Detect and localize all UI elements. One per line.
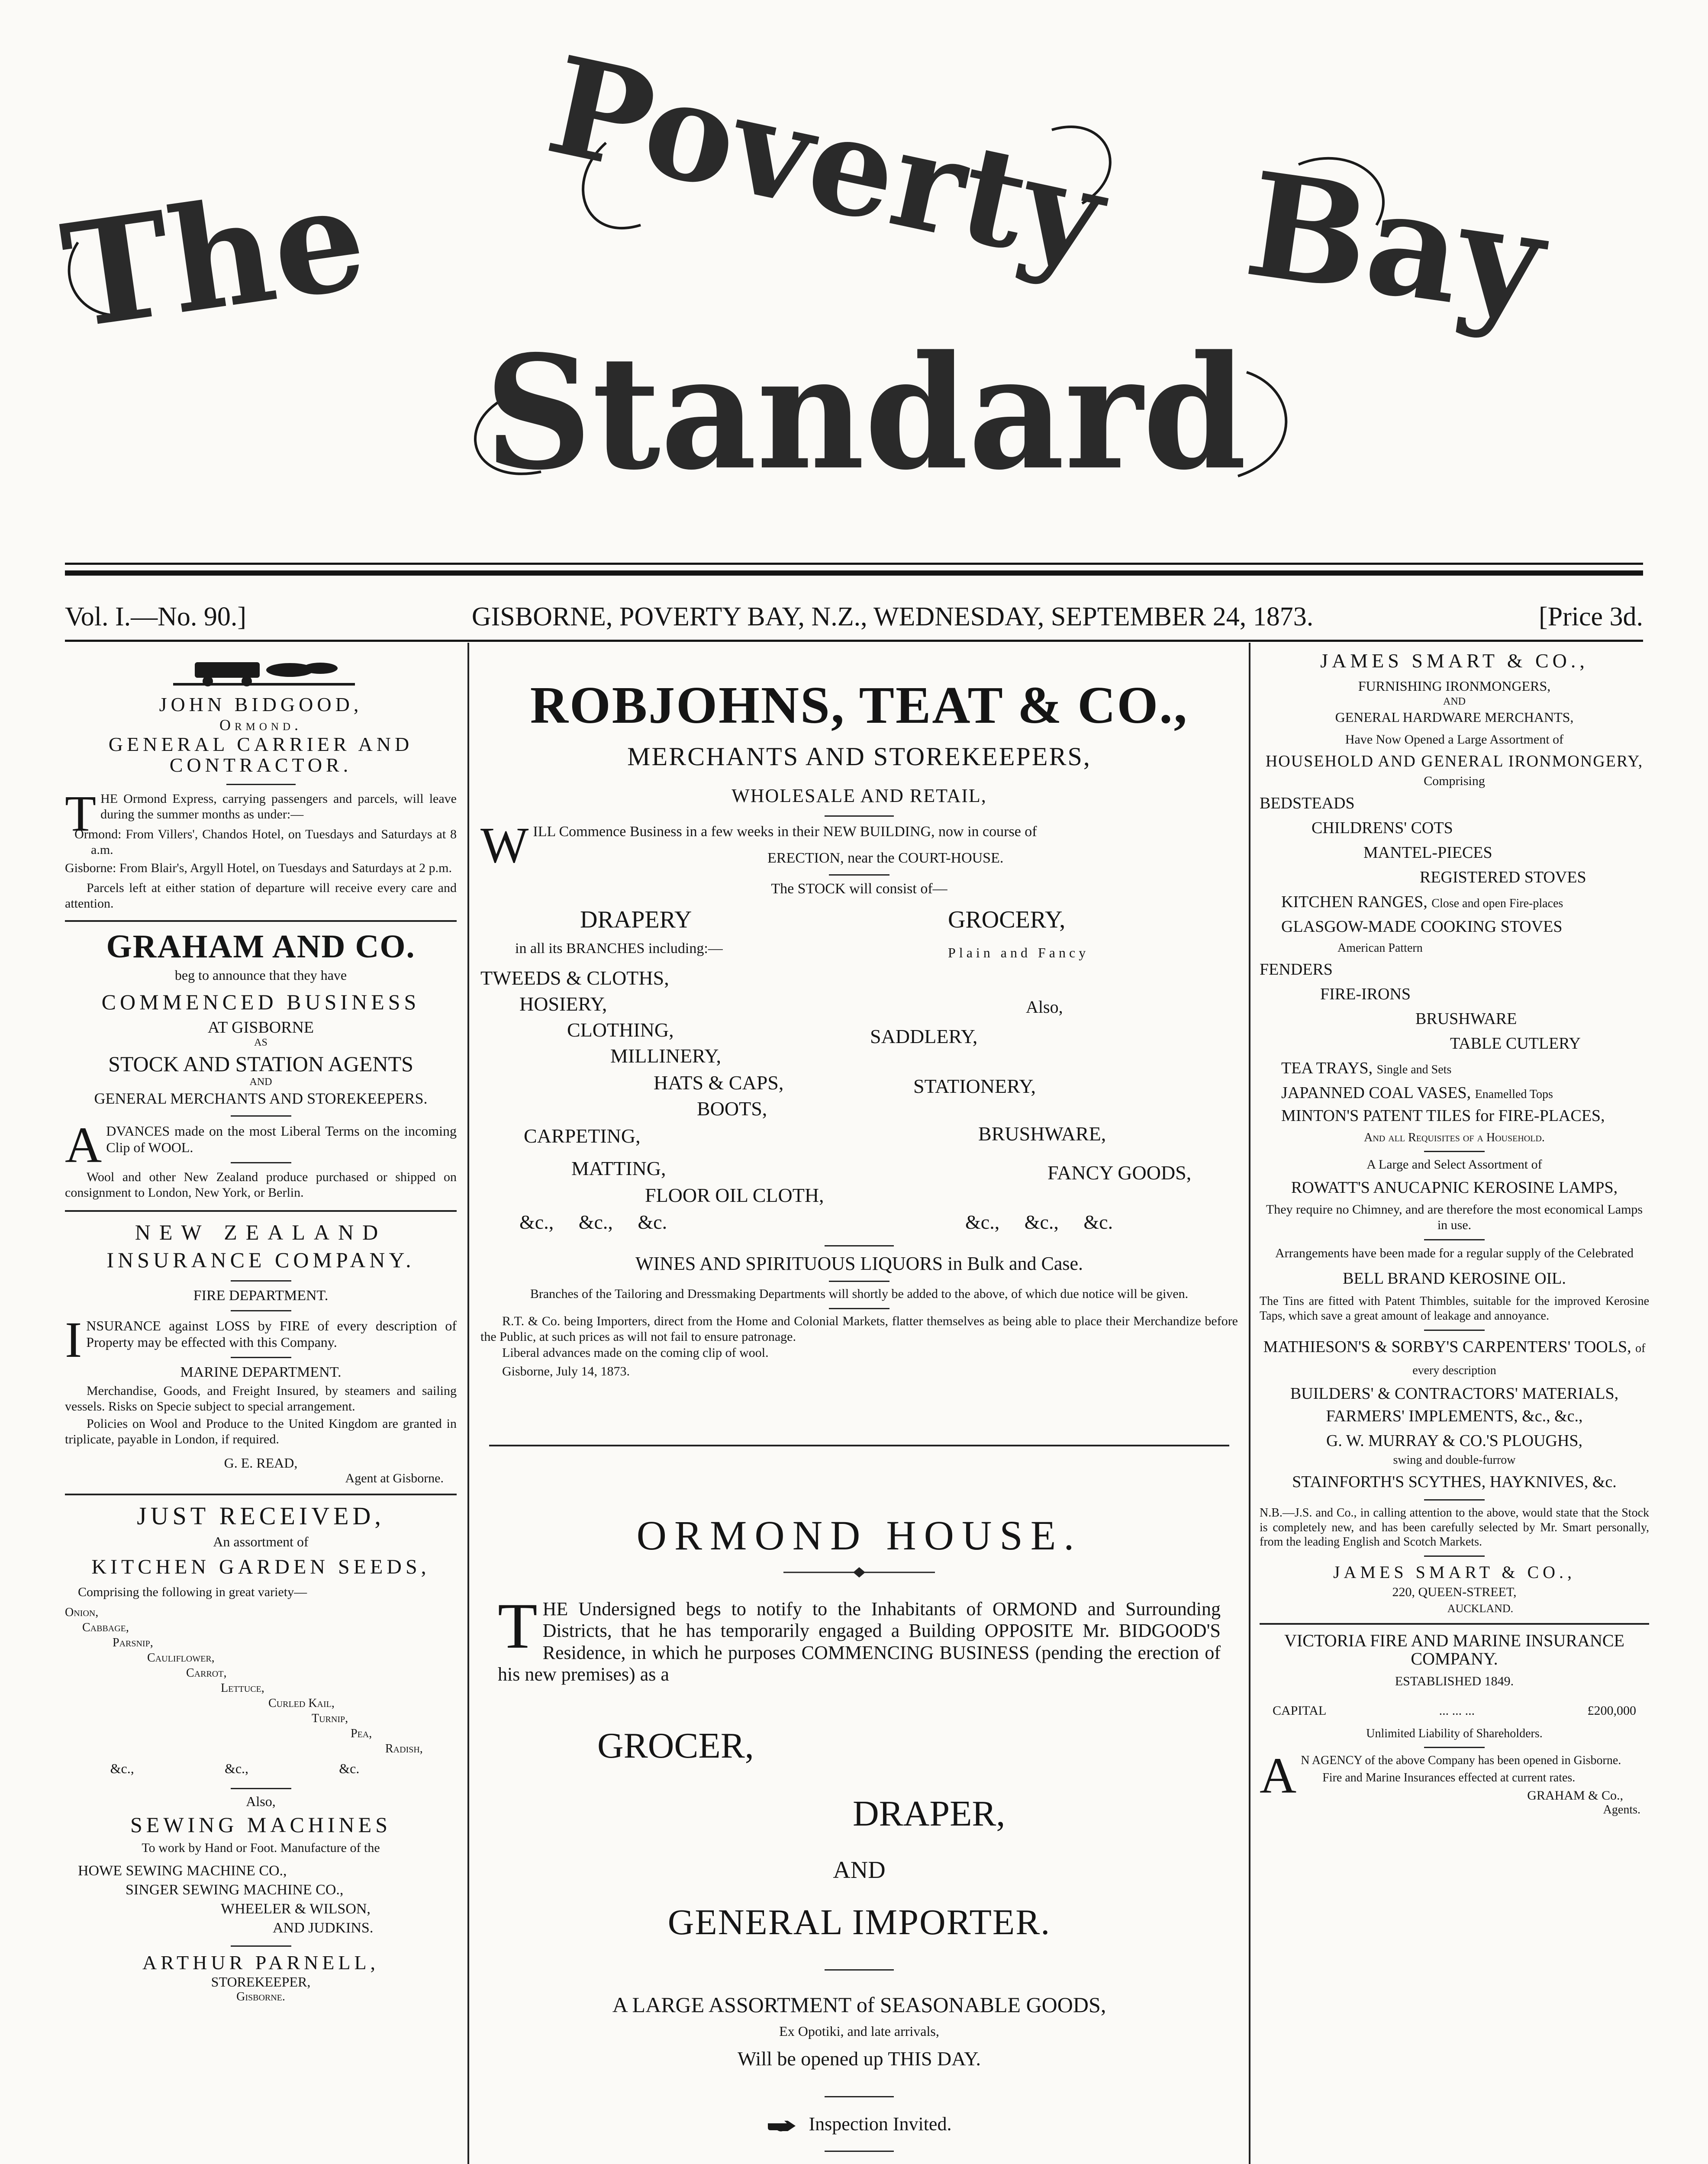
smart-title: JAMES SMART & CO., (1320, 650, 1589, 672)
nz-fire-body: INSURANCE against LOSS by FIRE of every description of Property may be effected with this Company. (65, 1311, 457, 1368)
smart-l4: Have Now Opened a Large Assortment of (1345, 732, 1564, 747)
robjohns-body: WILL Commence Business in a few weeks in their NEW BUILDING, now in course of (480, 817, 1037, 873)
nz-fire-heading: FIRE DEPARTMENT. (193, 1287, 329, 1304)
smart-l6: Comprising (1424, 773, 1485, 788)
item-glasgow: GLASGOW-MADE COOKING STOVES (1281, 917, 1563, 936)
item-hosiery: HOSIERY, (519, 992, 607, 1015)
column-right (1260, 649, 1649, 2164)
victoria-dots: ... ... ... (1439, 1704, 1475, 1718)
column-divider-left (467, 643, 469, 2164)
robjohns-date: Gisborne, July 14, 1873. (502, 1364, 630, 1378)
smart-tins: The Tins are fitted with Patent Thimbles, suitable for the improved Kerosine Taps, which save a great amount of leakage and annoyance. (1260, 1295, 1649, 1323)
price: [Price 3d. (1538, 602, 1643, 631)
parnell-name: ARTHUR PARNELL, (142, 1951, 380, 1974)
item-cots: CHILDRENS' COTS (1312, 818, 1453, 837)
masthead-bay: Bay (1237, 140, 1554, 348)
graham-title: GRAHAM AND CO. (106, 928, 416, 965)
smart-l5: HOUSEHOLD AND GENERAL IRONMONGERY, (1265, 752, 1644, 770)
bidgood-place: Ormond. (219, 716, 303, 734)
seed-item: Onion, (65, 1605, 99, 1619)
graham-l6: AND (249, 1076, 272, 1088)
item-millinery: MILLINERY, (610, 1044, 721, 1067)
smart-item-list (1260, 791, 1649, 1127)
ad-james-smart (1260, 649, 1649, 1615)
smart-sig3: AUCKLAND. (1447, 1602, 1514, 1615)
bidgood-gisborne: Gisborne: From Blair's, Argyll Hotel, on Tuesdays and Saturdays at 2 p.m. (65, 860, 452, 875)
item-mathieson: MATHIESON'S & SORBY'S CARPENTERS' TOOLS, (1263, 1337, 1631, 1356)
smart-select: A Large and Select Assortment of (1366, 1157, 1542, 1172)
masthead (0, 0, 1708, 558)
item-trays: TEA TRAYS, (1281, 1059, 1373, 1077)
dateline-rule (65, 640, 1643, 642)
victoria-sig2: Agents. (1603, 1803, 1640, 1817)
item-trays-line (1260, 1056, 1649, 1081)
seed-item: Cabbage, (82, 1620, 129, 1634)
smart-chimney: They require no Chimney, and are therefore the most economical Lamps in use. (1266, 1202, 1643, 1233)
ad-bidgood (65, 649, 457, 911)
victoria-capital: CAPITAL (1273, 1704, 1327, 1718)
ormond-invited: Inspection Invited. (809, 2113, 952, 2135)
divider (1424, 1499, 1485, 1501)
ad-nz-insurance (65, 1220, 457, 1486)
ad-separator (65, 1210, 457, 1212)
item-ranges: KITCHEN RANGES, (1281, 892, 1428, 911)
item-ranges-line (1260, 890, 1649, 915)
jr-title: JUST RECEIVED, (137, 1501, 385, 1530)
masthead-rule-thick (65, 570, 1643, 576)
ormond-grocer: GROCER, (597, 1725, 754, 1766)
robjohns-title: ROBJOHNS, TEAT & CO., (530, 676, 1189, 734)
ad-robjohns (480, 675, 1238, 1380)
smart-rowatt: ROWATT'S ANUCAPNIC KEROSINE LAMPS, (1291, 1179, 1618, 1197)
divider (231, 1115, 291, 1117)
divider (231, 1280, 291, 1282)
robjohns-body2: ERECTION, near the COURT-HOUSE. (767, 850, 1004, 866)
item-mantel: MANTEL-PIECES (1363, 843, 1492, 862)
divider (231, 1357, 291, 1358)
masthead-poverty: Poverty (535, 26, 1117, 297)
parnell-place: Gisborne. (236, 1990, 285, 2004)
grocery-also: Also, (1026, 997, 1063, 1017)
dateline (65, 595, 1643, 638)
item-american: American Pattern (1337, 941, 1423, 955)
masthead-flourish (0, 0, 1708, 558)
grocery-heading: GROCERY, (948, 906, 1066, 933)
item-minton: MINTON'S PATENT TILES for FIRE-PLACES, (1281, 1106, 1605, 1125)
item-floor: FLOOR OIL CLOTH, (645, 1184, 824, 1206)
item-vases-line (1260, 1081, 1649, 1105)
victoria-sig1: GRAHAM & Co., (1527, 1788, 1623, 1803)
divider (231, 1945, 291, 1947)
ad-separator (65, 920, 457, 922)
robjohns-sub2: WHOLESALE AND RETAIL, (732, 785, 987, 806)
nz-title-2: INSURANCE COMPANY. (106, 1247, 415, 1272)
coach-icon (65, 649, 457, 688)
item-mathieson-note: of every description (1412, 1341, 1646, 1377)
ormond-ex: Ex Opotiki, and late arrivals, (779, 2023, 939, 2039)
graham-l5: STOCK AND STATION AGENTS (108, 1051, 413, 1076)
jr-sewing: SEWING MACHINES (130, 1812, 392, 1837)
seed-item: Curled Kail, (268, 1696, 335, 1710)
maker: HOWE SEWING MACHINE CO., (78, 1862, 287, 1879)
item-carpeting: CARPETING, (524, 1124, 641, 1147)
item-trays-note: Single and Sets (1376, 1063, 1452, 1076)
drapery-heading: DRAPERY (580, 906, 692, 933)
divider (226, 784, 296, 785)
smart-l1: FURNISHING IRONMONGERS, (1358, 678, 1551, 694)
divider (1424, 1330, 1485, 1331)
ad-victoria (1260, 1632, 1649, 1817)
jr-l2: KITCHEN GARDEN SEEDS, (91, 1555, 430, 1578)
seed-item: Parsnip, (113, 1636, 153, 1649)
item-fenders: FENDERS (1260, 960, 1333, 979)
nz-signature-name: G. E. READ, (224, 1455, 298, 1471)
smart-l2: AND (1443, 696, 1466, 707)
place-date: GISBORNE, POVERTY BAY, N.Z., WEDNESDAY, SEPTEMBER 24, 1873. (471, 602, 1314, 631)
maker: AND JUDKINS. (273, 1920, 374, 1936)
item-ranges-note: Close and open Fire-places (1431, 896, 1563, 910)
item-fireirons: FIRE-IRONS (1320, 985, 1411, 1003)
nz-marine-body: Merchandise, Goods, and Freight Insured, by steamers and sailing vessels. Risks on Specie subject to special arrangement. (65, 1383, 457, 1414)
etc-right: &c., &c., &c. (965, 1211, 1113, 1233)
ormond-invited-line (480, 2113, 1238, 2135)
graham-l2: COMMENCED BUSINESS (101, 989, 420, 1014)
bidgood-ormond: Ormond: From Villers', Chandos Hotel, on Tuesdays and Saturdays at 8 a.m. (74, 827, 457, 857)
robjohns-importers: R.T. & Co. being Importers, direct from the Home and Colonial Markets, flatter themselves as being able to place their Merchandize before the Public, at such prices as will not fail to ensure patronage. (480, 1314, 1238, 1344)
item-matting: MATTING, (571, 1157, 666, 1179)
divider (825, 1969, 894, 1971)
masthead-rule-top (65, 563, 1643, 565)
ad-separator (489, 1445, 1229, 1446)
victoria-title: VICTORIA FIRE AND MARINE INSURANCE COMPANY. (1284, 1631, 1624, 1669)
ormond-body: THE Undersigned begs to notify to the Inhabitants of ORMOND and Surrounding Districts, that he has temporarily engaged a Building OPPOSITE Mr. BIDGOOD'S Residence, in which he purposes COMMENCING BUSINESS (pending the erection of his new premises) as a (498, 1590, 1221, 1685)
divider (825, 815, 894, 817)
ad-separator (65, 1494, 457, 1495)
robjohns-stock-list-2 (480, 1157, 1238, 1243)
robjohns-stock-list (480, 906, 1238, 1157)
ormond-large: A LARGE ASSORTMENT of SEASONABLE GOODS, (612, 1992, 1106, 2017)
masthead-standard: Standard (485, 321, 1247, 504)
divider (825, 2096, 894, 2097)
jr-l1: An assortment of (213, 1533, 309, 1549)
victoria-fire: Fire and Marine Insurances effected at current rates. (1322, 1771, 1576, 1784)
item-bedsteads: BEDSTEADS (1260, 794, 1355, 812)
item-cutlery: TABLE CUTLERY (1450, 1034, 1581, 1053)
bidgood-name: JOHN BIDGOOD, (159, 693, 363, 715)
item-stainforth: STAINFORTH'S SCYTHES, HAYKNIVES, &c. (1292, 1472, 1617, 1491)
jr-l3: Comprising the following in great variety— (78, 1584, 307, 1599)
ormond-title: ORMOND HOUSE. (636, 1512, 1082, 1559)
divider (231, 1310, 291, 1311)
seed-list (65, 1605, 457, 1756)
divider (829, 1281, 889, 1282)
robjohns-stock: The STOCK will consist of— (771, 880, 947, 897)
item-brushware: BRUSHWARE, (978, 1122, 1106, 1145)
bidgood-title: GENERAL CARRIER AND CONTRACTOR. (108, 733, 413, 776)
etc: &c., (224, 1760, 249, 1776)
divider (829, 874, 889, 876)
item-fancy: FANCY GOODS, (1047, 1161, 1192, 1184)
ad-separator (1260, 1623, 1649, 1625)
smart-tools-list (1260, 1336, 1649, 1494)
victoria-amount: £200,000 (1587, 1704, 1636, 1718)
etc: &c., (110, 1760, 134, 1776)
divider (825, 2151, 894, 2152)
divider (231, 1788, 291, 1789)
bidgood-parcels: Parcels left at either station of departure will receive every care and attention. (65, 880, 457, 911)
volume-number: Vol. I.—No. 90.] (65, 602, 247, 631)
bidgood-body: THE Ormond Express, carrying passengers and parcels, will leave during the summer months as under:— (65, 785, 457, 842)
divider (829, 1308, 889, 1309)
smart-sig2: 220, QUEEN-STREET, (1392, 1585, 1517, 1600)
graham-l1: beg to announce that they have (174, 967, 347, 983)
ad-just-received (65, 1501, 457, 2004)
nz-policies: Policies on Wool and Produce to the United Kingdom are granted in triplicate, payable in London, if required. (65, 1416, 457, 1446)
nz-marine-heading: MARINE DEPARTMENT. (180, 1364, 342, 1380)
victoria-est: ESTABLISHED 1849. (1395, 1674, 1514, 1689)
robjohns-branches: Branches of the Tailoring and Dressmaking Departments will shortly be added to the above, of which due notice will be given. (530, 1286, 1189, 1301)
item-vases-note: Enamelled Tops (1475, 1087, 1553, 1101)
jr-also: Also, (246, 1793, 276, 1809)
parnell-role: STOREKEEPER, (211, 1974, 311, 1990)
item-boots: BOOTS, (697, 1097, 767, 1120)
victoria-agency: AN AGENCY of the above Company has been opened in Gisborne. (1260, 1747, 1621, 1804)
divider (825, 1245, 894, 1246)
graham-l4: AS (254, 1037, 267, 1048)
column-center (480, 649, 1238, 2164)
item-vases: JAPANNED COAL VASES, (1281, 1083, 1471, 1102)
grocery-plain: Plain and Fancy (948, 944, 1089, 960)
item-mathieson-line (1260, 1336, 1649, 1381)
item-tweeds: TWEEDS & CLOTHS, (480, 966, 669, 989)
drapery-branches: in all its BRANCHES including:— (515, 940, 723, 956)
divider (1424, 1151, 1485, 1152)
graham-advances: ADVANCES made on the most Liberal Terms on the incoming Clip of WOOL. (65, 1116, 457, 1173)
divider (1424, 1555, 1485, 1557)
etc-left: &c., &c., &c. (519, 1211, 667, 1233)
victoria-unlimited: Unlimited Liability of Shareholders. (1366, 1727, 1543, 1741)
column-divider-right (1249, 643, 1250, 2164)
graham-l7: GENERAL MERCHANTS AND STOREKEEPERS. (94, 1089, 428, 1107)
etc: &c. (339, 1760, 360, 1776)
smart-sig1: JAMES SMART & CO., (1333, 1562, 1576, 1582)
seed-item: Pea, (351, 1726, 372, 1740)
smart-bell: BELL BRAND KEROSINE OIL. (1343, 1269, 1566, 1288)
ormond-draper: DRAPER, (853, 1793, 1005, 1834)
divider (1424, 1239, 1485, 1240)
item-murray-note: swing and double-furrow (1393, 1453, 1516, 1467)
maker: SINGER SEWING MACHINE CO., (126, 1881, 344, 1898)
item-builders: BUILDERS' & CONTRACTORS' MATERIALS, FARMERS' IMPLEMENTS, &c., &c., (1290, 1385, 1619, 1425)
divider (1424, 1747, 1485, 1748)
divider (231, 1162, 291, 1163)
item-brushware: BRUSHWARE (1415, 1009, 1517, 1028)
graham-l3: AT GISBORNE (207, 1018, 314, 1037)
ad-ormond-house (480, 1511, 1238, 2164)
ad-graham (65, 928, 457, 1201)
seed-item: Lettuce, (221, 1681, 264, 1695)
jr-work: To work by Hand or Foot. Manufacture of the (142, 1840, 380, 1855)
masthead-the: The (53, 152, 375, 361)
seed-item: Radish, (385, 1742, 423, 1755)
item-stationery: STATIONERY, (913, 1075, 1036, 1097)
victoria-capital-row (1260, 1704, 1649, 1718)
nz-title-1: NEW ZEALAND (135, 1220, 387, 1244)
ormond-and: AND (833, 1856, 886, 1884)
graham-wool: Wool and other New Zealand produce purchased or shipped on consignment to London, New York, or Berlin. (65, 1169, 457, 1200)
seed-item: Turnip, (312, 1711, 348, 1725)
robjohns-wines: WINES AND SPIRITUOUS LIQUORS in Bulk and Case. (635, 1253, 1083, 1274)
item-murray: G. W. MURRAY & CO.'S PLOUGHS, (1326, 1431, 1583, 1450)
smart-requisites: And all Requisites of a Household. (1364, 1131, 1545, 1145)
smart-l3: GENERAL HARDWARE MERCHANTS, (1335, 709, 1574, 725)
ormond-importer: GENERAL IMPORTER. (667, 1902, 1051, 1942)
seed-etc (65, 1761, 457, 1777)
pointing-hand-icon (767, 2117, 797, 2135)
makers-list (65, 1861, 457, 1938)
seed-item: Carrot, (186, 1666, 227, 1680)
item-hats: HATS & CAPS, (654, 1071, 784, 1094)
ormond-opened: Will be opened up THIS DAY. (737, 2047, 981, 2070)
robjohns-sub: MERCHANTS AND STOREKEEPERS, (627, 742, 1091, 771)
maker: WHEELER & WILSON, (221, 1900, 371, 1917)
seed-item: Cauliflower, (147, 1651, 215, 1665)
item-stoves: REGISTERED STOVES (1420, 868, 1586, 886)
ornament-divider (480, 1564, 1238, 1581)
column-left (65, 649, 457, 2164)
nz-signature-role: Agent at Gisborne. (345, 1471, 444, 1485)
item-clothing: CLOTHING, (567, 1018, 674, 1041)
smart-nb: N.B.—J.S. and Co., in calling attention to the above, would state that the Stock is completely new, and has been carefully selected by Mr. Smart personally, from the leading English and Scotch Markets. (1260, 1506, 1649, 1549)
robjohns-liberal: Liberal advances made on the coming clip of wool. (502, 1345, 769, 1360)
smart-arrangements: Arrangements have been made for a regular supply of the Celebrated (1275, 1246, 1634, 1261)
item-saddlery: SADDLERY, (870, 1025, 978, 1047)
